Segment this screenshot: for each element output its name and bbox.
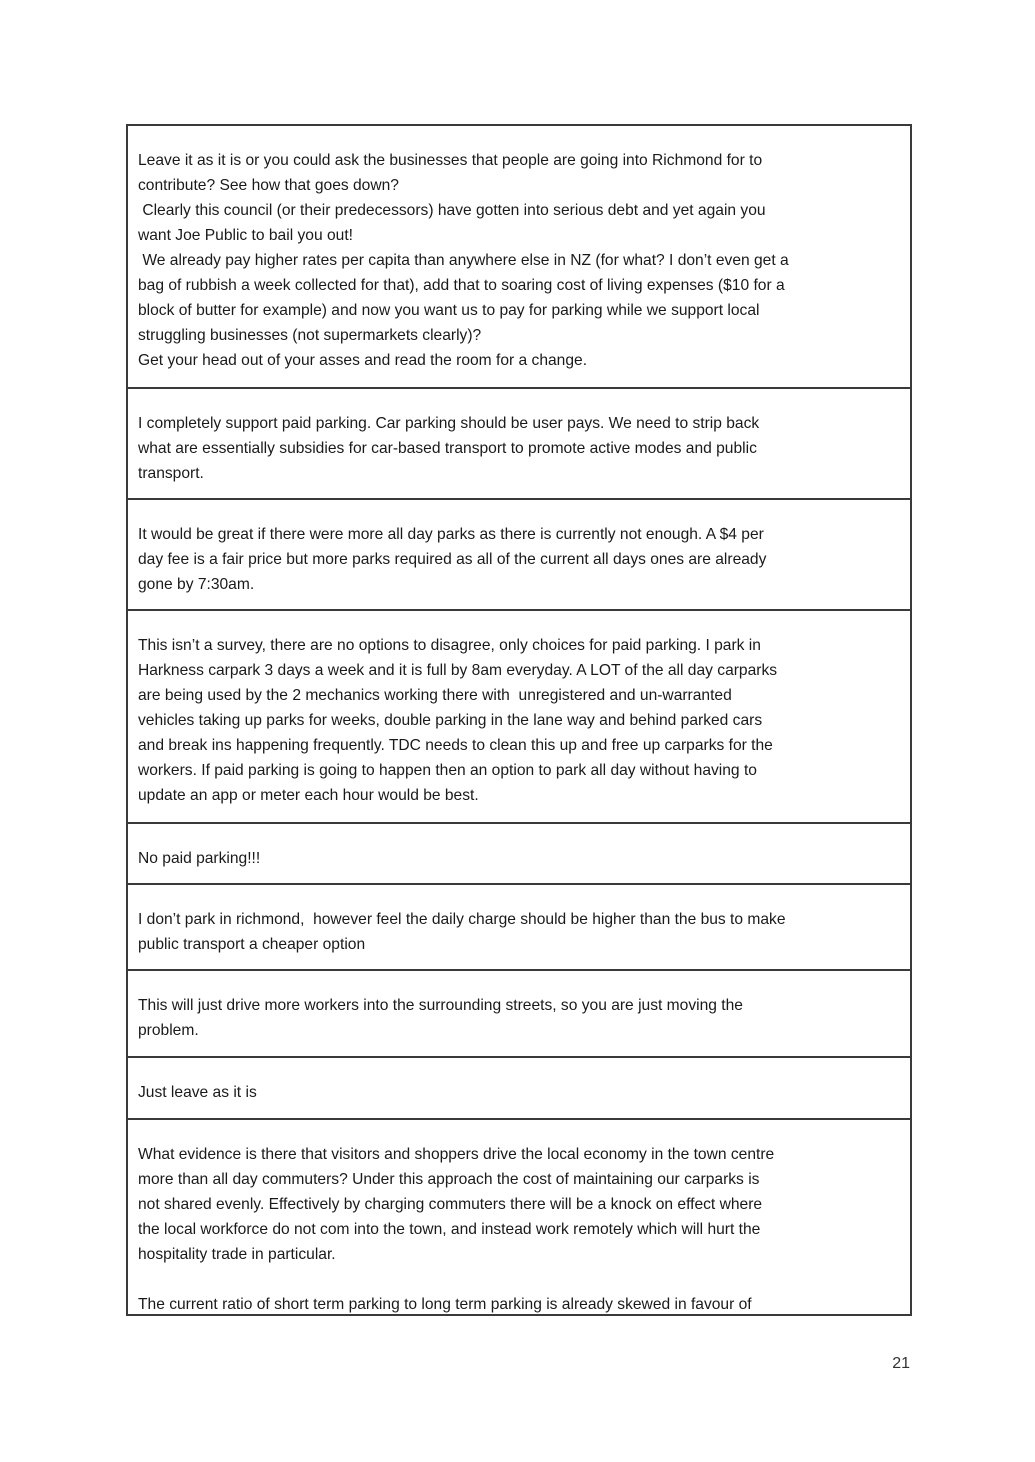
response-text-line: block of butter for example) and now you want us to pay for parking while we support local (138, 302, 760, 319)
response-row (128, 971, 910, 1058)
response-text-line: more than all day commuters? Under this approach the cost of maintaining our carparks is (138, 1171, 760, 1188)
response-text-line: This will just drive more workers into the surrounding streets, so you are just moving the (138, 997, 743, 1014)
response-text-line: struggling businesses (not supermarkets clearly)? (138, 327, 482, 344)
response-row (128, 126, 910, 389)
paragraph-gap (138, 1267, 898, 1292)
response-text-line: are being used by the 2 mechanics working there with unregistered and un-warranted (138, 687, 732, 704)
response-text-line: the local workforce do not com into the town, and instead work remotely which will hurt the (138, 1221, 761, 1238)
response-text-line: public transport a cheaper option (138, 936, 366, 953)
response-text-line: Just leave as it is (138, 1084, 257, 1101)
response-row (128, 611, 910, 824)
response-text-line: gone by 7:30am. (138, 576, 255, 593)
response-text-line: not shared evenly. Effectively by charging commuters there will be a knock on effect where (138, 1196, 763, 1213)
response-text-line: what are essentially subsidies for car-based transport to promote active modes and public (138, 440, 757, 457)
response-row (128, 885, 910, 971)
response-text-line: workers. If paid parking is going to happen then an option to park all day without having to (138, 762, 757, 779)
response-text-line: I don’t park in richmond, however feel the daily charge should be higher than the bus to make (138, 911, 786, 928)
page-number: 21 (892, 1355, 910, 1372)
response-text-line: hospitality trade in particular. (138, 1246, 336, 1263)
response-row (128, 389, 910, 500)
response-text-line: day fee is a fair price but more parks required as all of the current all days ones are already (138, 551, 767, 568)
response-text-line: bag of rubbish a week collected for that), add that to soaring cost of living expenses ($10 for a (138, 277, 785, 294)
response-text-line: transport. (138, 465, 204, 482)
responses-table (126, 124, 912, 1316)
response-text-line: The current ratio of short term parking to long term parking is already skewed in favour of (138, 1296, 752, 1313)
response-text-line: It would be great if there were more all day parks as there is currently not enough. A $4 per (138, 526, 764, 543)
response-text-line: This isn’t a survey, there are no options to disagree, only choices for paid parking. I park in (138, 637, 761, 654)
response-text-line: Get your head out of your asses and read the room for a change. (138, 352, 588, 369)
response-row (128, 1058, 910, 1120)
response-text-line: contribute? See how that goes down? (138, 177, 399, 194)
response-text-line: I completely support paid parking. Car parking should be user pays. We need to strip back (138, 415, 760, 432)
response-row (128, 1120, 910, 1316)
response-text-line: Harkness carpark 3 days a week and it is full by 8am everyday. A LOT of the all day carparks (138, 662, 778, 679)
response-text-line: want Joe Public to bail you out! (138, 227, 353, 244)
response-text-line: vehicles taking up parks for weeks, double parking in the lane way and behind parked cars (138, 712, 763, 729)
response-text-line: problem. (138, 1022, 199, 1039)
response-text-line: and break ins happening frequently. TDC needs to clean this up and free up carparks for the (138, 737, 773, 754)
response-text-line: We already pay higher rates per capita than anywhere else in NZ (for what? I don’t even get a (138, 252, 789, 269)
response-text-line: What evidence is there that visitors and shoppers drive the local economy in the town centre (138, 1146, 775, 1163)
response-text-line: Clearly this council (or their predecessors) have gotten into serious debt and yet again you (138, 202, 766, 219)
response-text-line: Leave it as it is or you could ask the businesses that people are going into Richmond for to (138, 152, 763, 169)
response-text-line: No paid parking!!! (138, 850, 261, 867)
response-row (128, 824, 910, 885)
response-row (128, 500, 910, 611)
response-text-line: update an app or meter each hour would be best. (138, 787, 479, 804)
